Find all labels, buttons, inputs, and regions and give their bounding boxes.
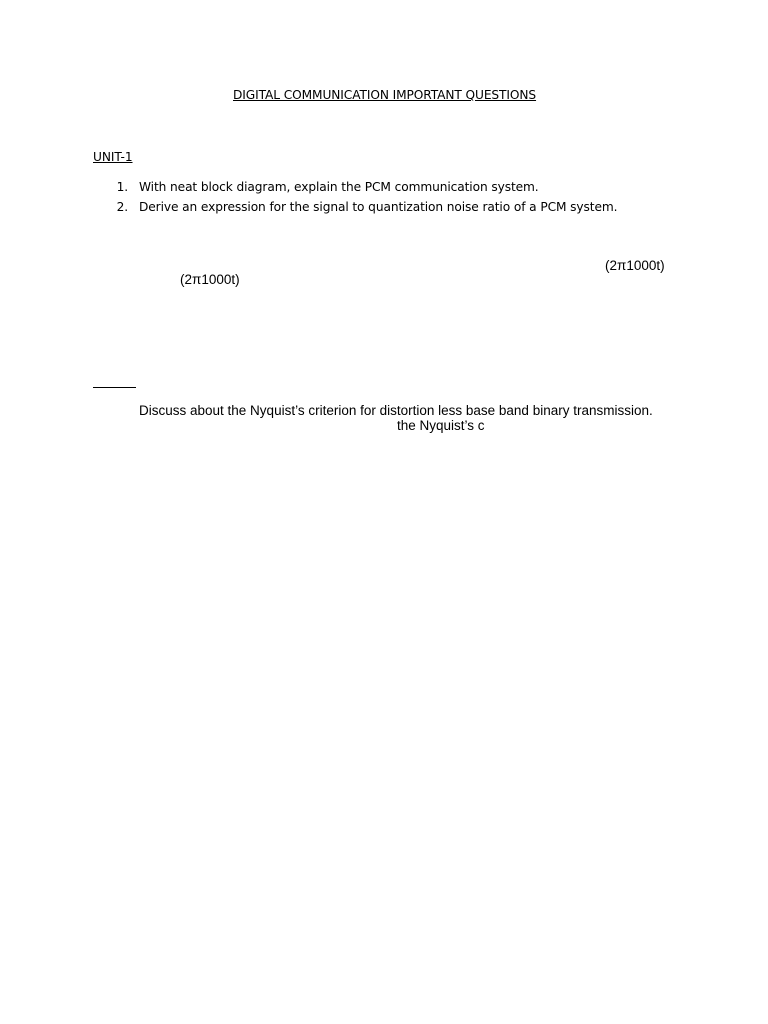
question-1-number: 1. [116, 180, 128, 194]
expression-fragment-left: (2π1000t) [180, 272, 240, 287]
expression-fragment-right: (2π1000t) [605, 258, 665, 273]
discuss-question-text: Discuss about the Nyquist’s criterion for distortion less base band binary transmission. [139, 403, 653, 418]
nyquist-fragment-text: the Nyquist’s c [397, 418, 485, 433]
question-2-text: Derive an expression for the signal to quantization noise ratio of a PCM system. [139, 200, 618, 214]
unit-heading: UNIT-1 [93, 150, 133, 164]
question-1-text: With neat block diagram, explain the PCM communication system. [139, 180, 539, 194]
question-2-number: 2. [116, 200, 128, 214]
underline-rule [93, 387, 136, 388]
page-title: DIGITAL COMMUNICATION IMPORTANT QUESTIONS [233, 88, 537, 102]
